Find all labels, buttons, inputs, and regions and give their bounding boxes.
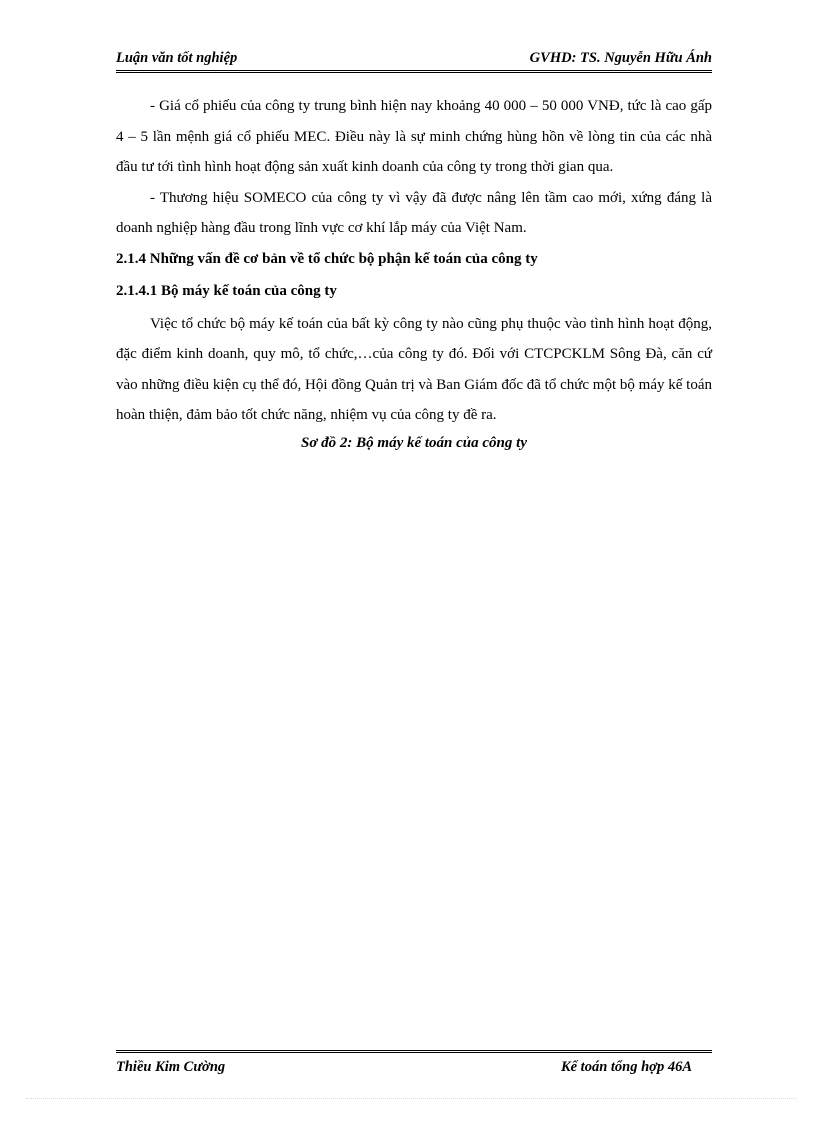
footer-author-label: Thiều Kim Cường — [116, 1059, 226, 1075]
diagram-caption: Sơ đồ 2: Bộ máy kế toán của công ty — [301, 434, 527, 451]
page-bottom-divider — [26, 1098, 796, 1099]
page-footer — [116, 1050, 712, 1079]
header-thesis-label: Luận văn tốt nghiệp — [116, 50, 238, 66]
body-text — [116, 91, 712, 458]
section-heading-2-1-4-1: 2.1.4.1 Bộ máy kế toán của công ty — [116, 283, 337, 299]
section-heading-2-1-4: 2.1.4 Những vấn đề cơ bản về tổ chức bộ phận kế toán của công ty — [116, 250, 538, 267]
paragraph-accounting-organization: Việc tổ chức bộ máy kế toán của bất kỳ công ty nào cũng phụ thuộc vào tình hình hoạt động, đặc điểm kinh doanh, quy mô, tổ chức,…của công ty đó. Đối với CTCPCKLM Sông Đà, căn cứ vào những điều kiện cụ thể đó, Hội đồng Quản trị và Ban Giám đốc đã tổ chức một bộ máy kế toán hoàn thiện, đảm bảo tốt chức năng, nhiệm vụ của công ty đề ra. — [116, 315, 712, 423]
header-advisor-label: GVHD: TS. Nguyễn Hữu Ánh — [529, 50, 712, 66]
paragraph-brand: - Thương hiệu SOMECO của công ty vì vậy đã được nâng lên tầm cao mới, xứng đáng là doanh nghiệp hàng đầu trong lĩnh vực cơ khí lắp máy của Việt Nam. — [116, 189, 712, 236]
page-header — [116, 48, 712, 73]
paragraph-stock-price: - Giá cổ phiếu của công ty trung bình hiện nay khoảng 40 000 – 50 000 VNĐ, tức là cao gấp 4 – 5 lần mệnh giá cổ phiếu MEC. Điều này là sự minh chứng hùng hồn về lòng tin của các nhà đầu tư tới tình hình hoạt động sản xuất kinh doanh của công ty trong thời gian qua. — [116, 98, 712, 175]
footer-class-label: Kế toán tổng hợp 46A — [560, 1059, 692, 1075]
